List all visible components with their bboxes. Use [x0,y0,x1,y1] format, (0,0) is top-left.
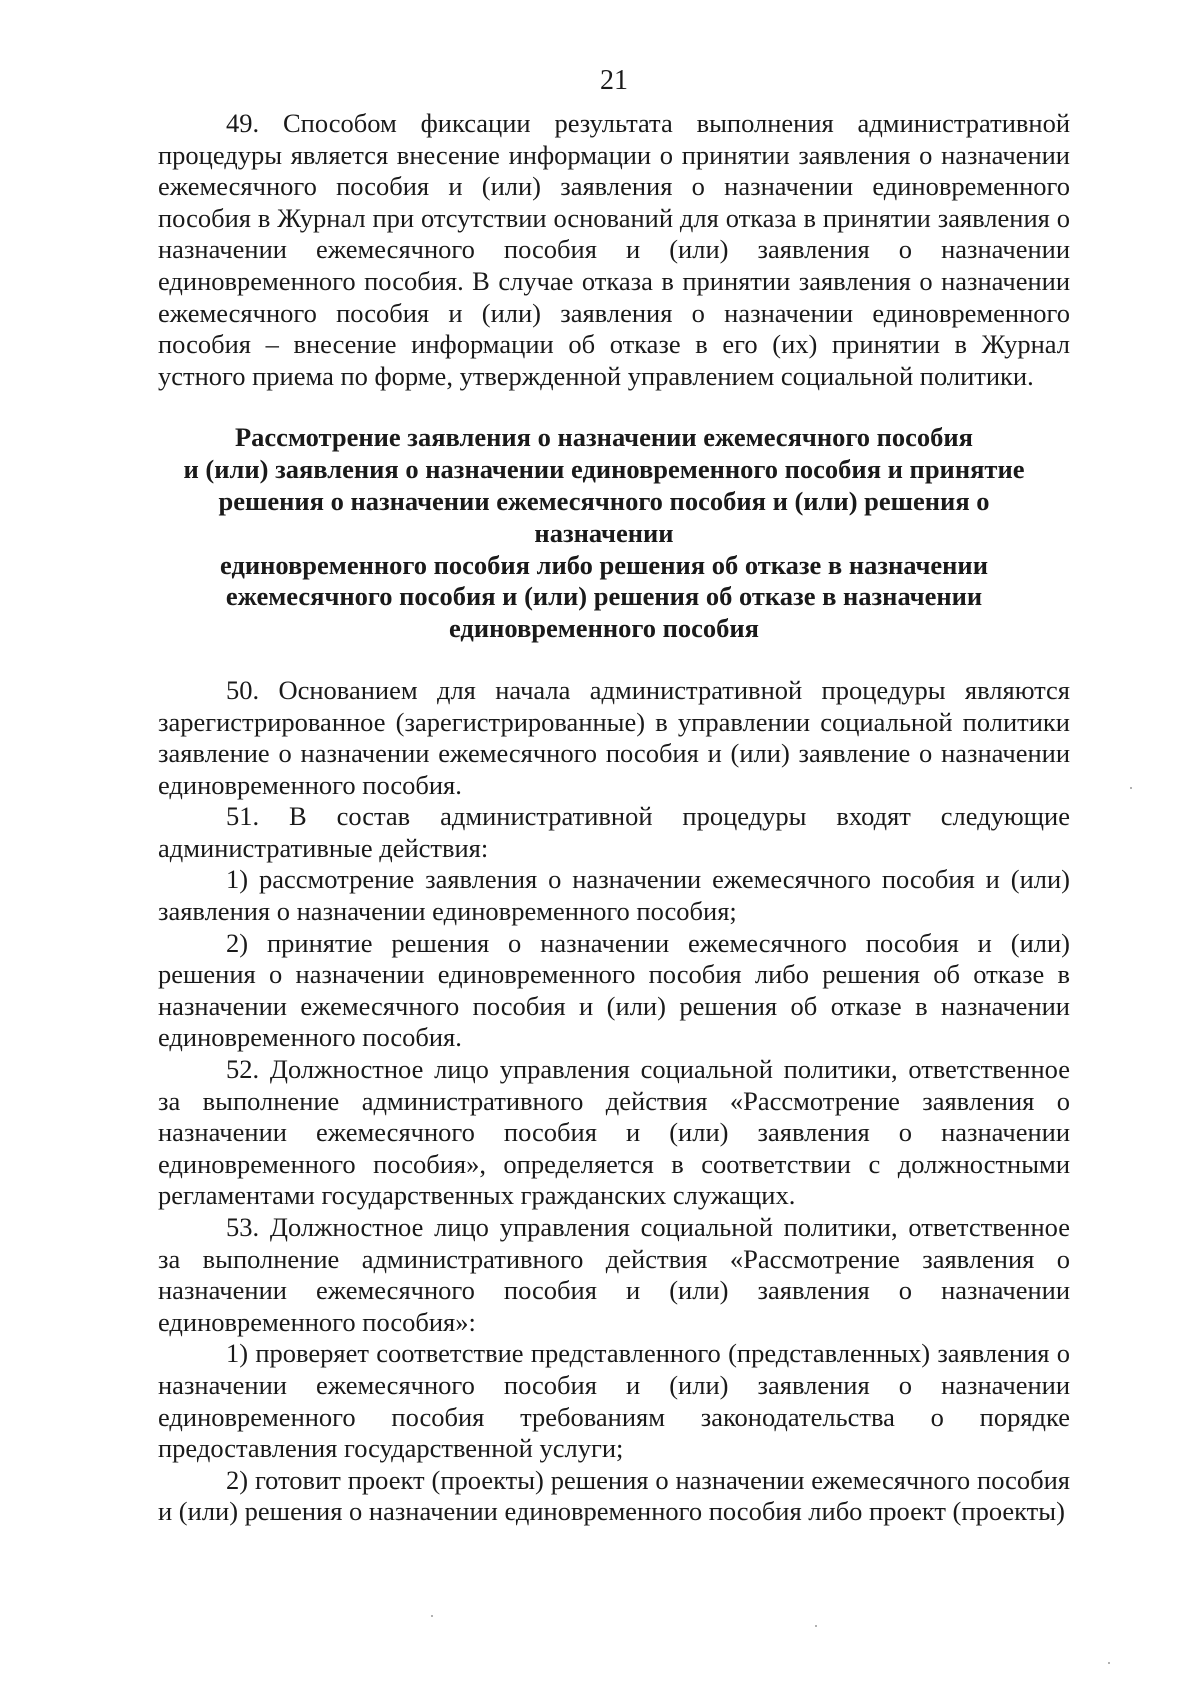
paragraph-51: 51. В состав административной процедуры входят следующие административные действия: [158,801,1070,863]
heading-line: Рассмотрение заявления о назначении ежемесячного пособия [234,422,973,453]
paragraph-51-item-2: 2) принятие решения о назначении ежемесячного пособия и (или) решения о назначении единовременного пособия либо решения об отказе в назначении ежемесячного пособия и (или) решения об отказе в назначении единовременного пособия. [158,927,1070,1053]
paragraph-53: 53. Должностное лицо управления социальной политики, ответственное за выполнение административного действия «Рассмотрение заявления о назначении ежемесячного пособия и (или) заявления о назначении единовременного пособия»: [158,1212,1070,1337]
heading-line: единовременного пособия либо решения об отказе в назначении [220,549,988,580]
scan-speck [815,1625,817,1627]
heading-line: единовременного пособия [449,613,759,644]
paragraph-50: 50. Основанием для начала административной процедуры являются зарегистрированное (зарегистрированные) в управлении социальной политики заявление о назначении ежемесячного пособия и (или) заявление о назначении единовременного пособия. [158,674,1070,800]
paragraph-53-item-1: 1) проверяет соответствие представленного (представленных) заявления о назначении ежемесячного пособия и (или) заявления о назначении единовременного пособия требованиям законодательства о порядке предоставления государственной услуги; [158,1338,1070,1464]
page-number: 21 [600,65,628,96]
scan-speck [431,1615,433,1617]
heading-line: ежемесячного пособия и (или) решения об отказе в назначении [225,581,983,612]
heading-line: решения о назначении ежемесячного пособия и (или) решения о назначении [218,485,990,548]
paragraph-52: 52. Должностное лицо управления социальной политики, ответственное за выполнение административного действия «Рассмотрение заявления о назначении ежемесячного пособия и (или) заявления о назначении единовременного пособия», определяется в соответствии с должностными регламентами государственных гражданских служащих. [158,1054,1070,1211]
scan-speck [1130,787,1132,789]
section-heading [158,422,1050,645]
scan-speck [1108,1662,1110,1664]
paragraph-51-item-1: 1) рассмотрение заявления о назначении ежемесячного пособия и (или) заявления о назначении единовременного пособия; [158,864,1070,927]
paragraph-53-item-2: 2) готовит проект (проекты) решения о назначении ежемесячного пособия и (или) решения о назначении единовременного пособия либо проект (проекты) [158,1464,1070,1527]
heading-line: и (или) заявления о назначении единовременного пособия и принятие [183,454,1025,485]
paragraph-49: 49. Способом фиксации результата выполнения административной процедуры является внесение информации о принятии заявления о назначении ежемесячного пособия и (или) заявления о назначении единовременного пособия в Журнал при отсутствии оснований для отказа в принятии заявления о назначении ежемесячного пособия и (или) заявления о назначении единовременного пособия. В случае отказа в принятии заявления о назначении ежемесячного пособия и (или) заявления о назначении единовременного пособия – внесение информации об отказе в его (их) принятии в Журнал устного приема по форме, утвержденной управлением социальной политики. [158,108,1070,391]
